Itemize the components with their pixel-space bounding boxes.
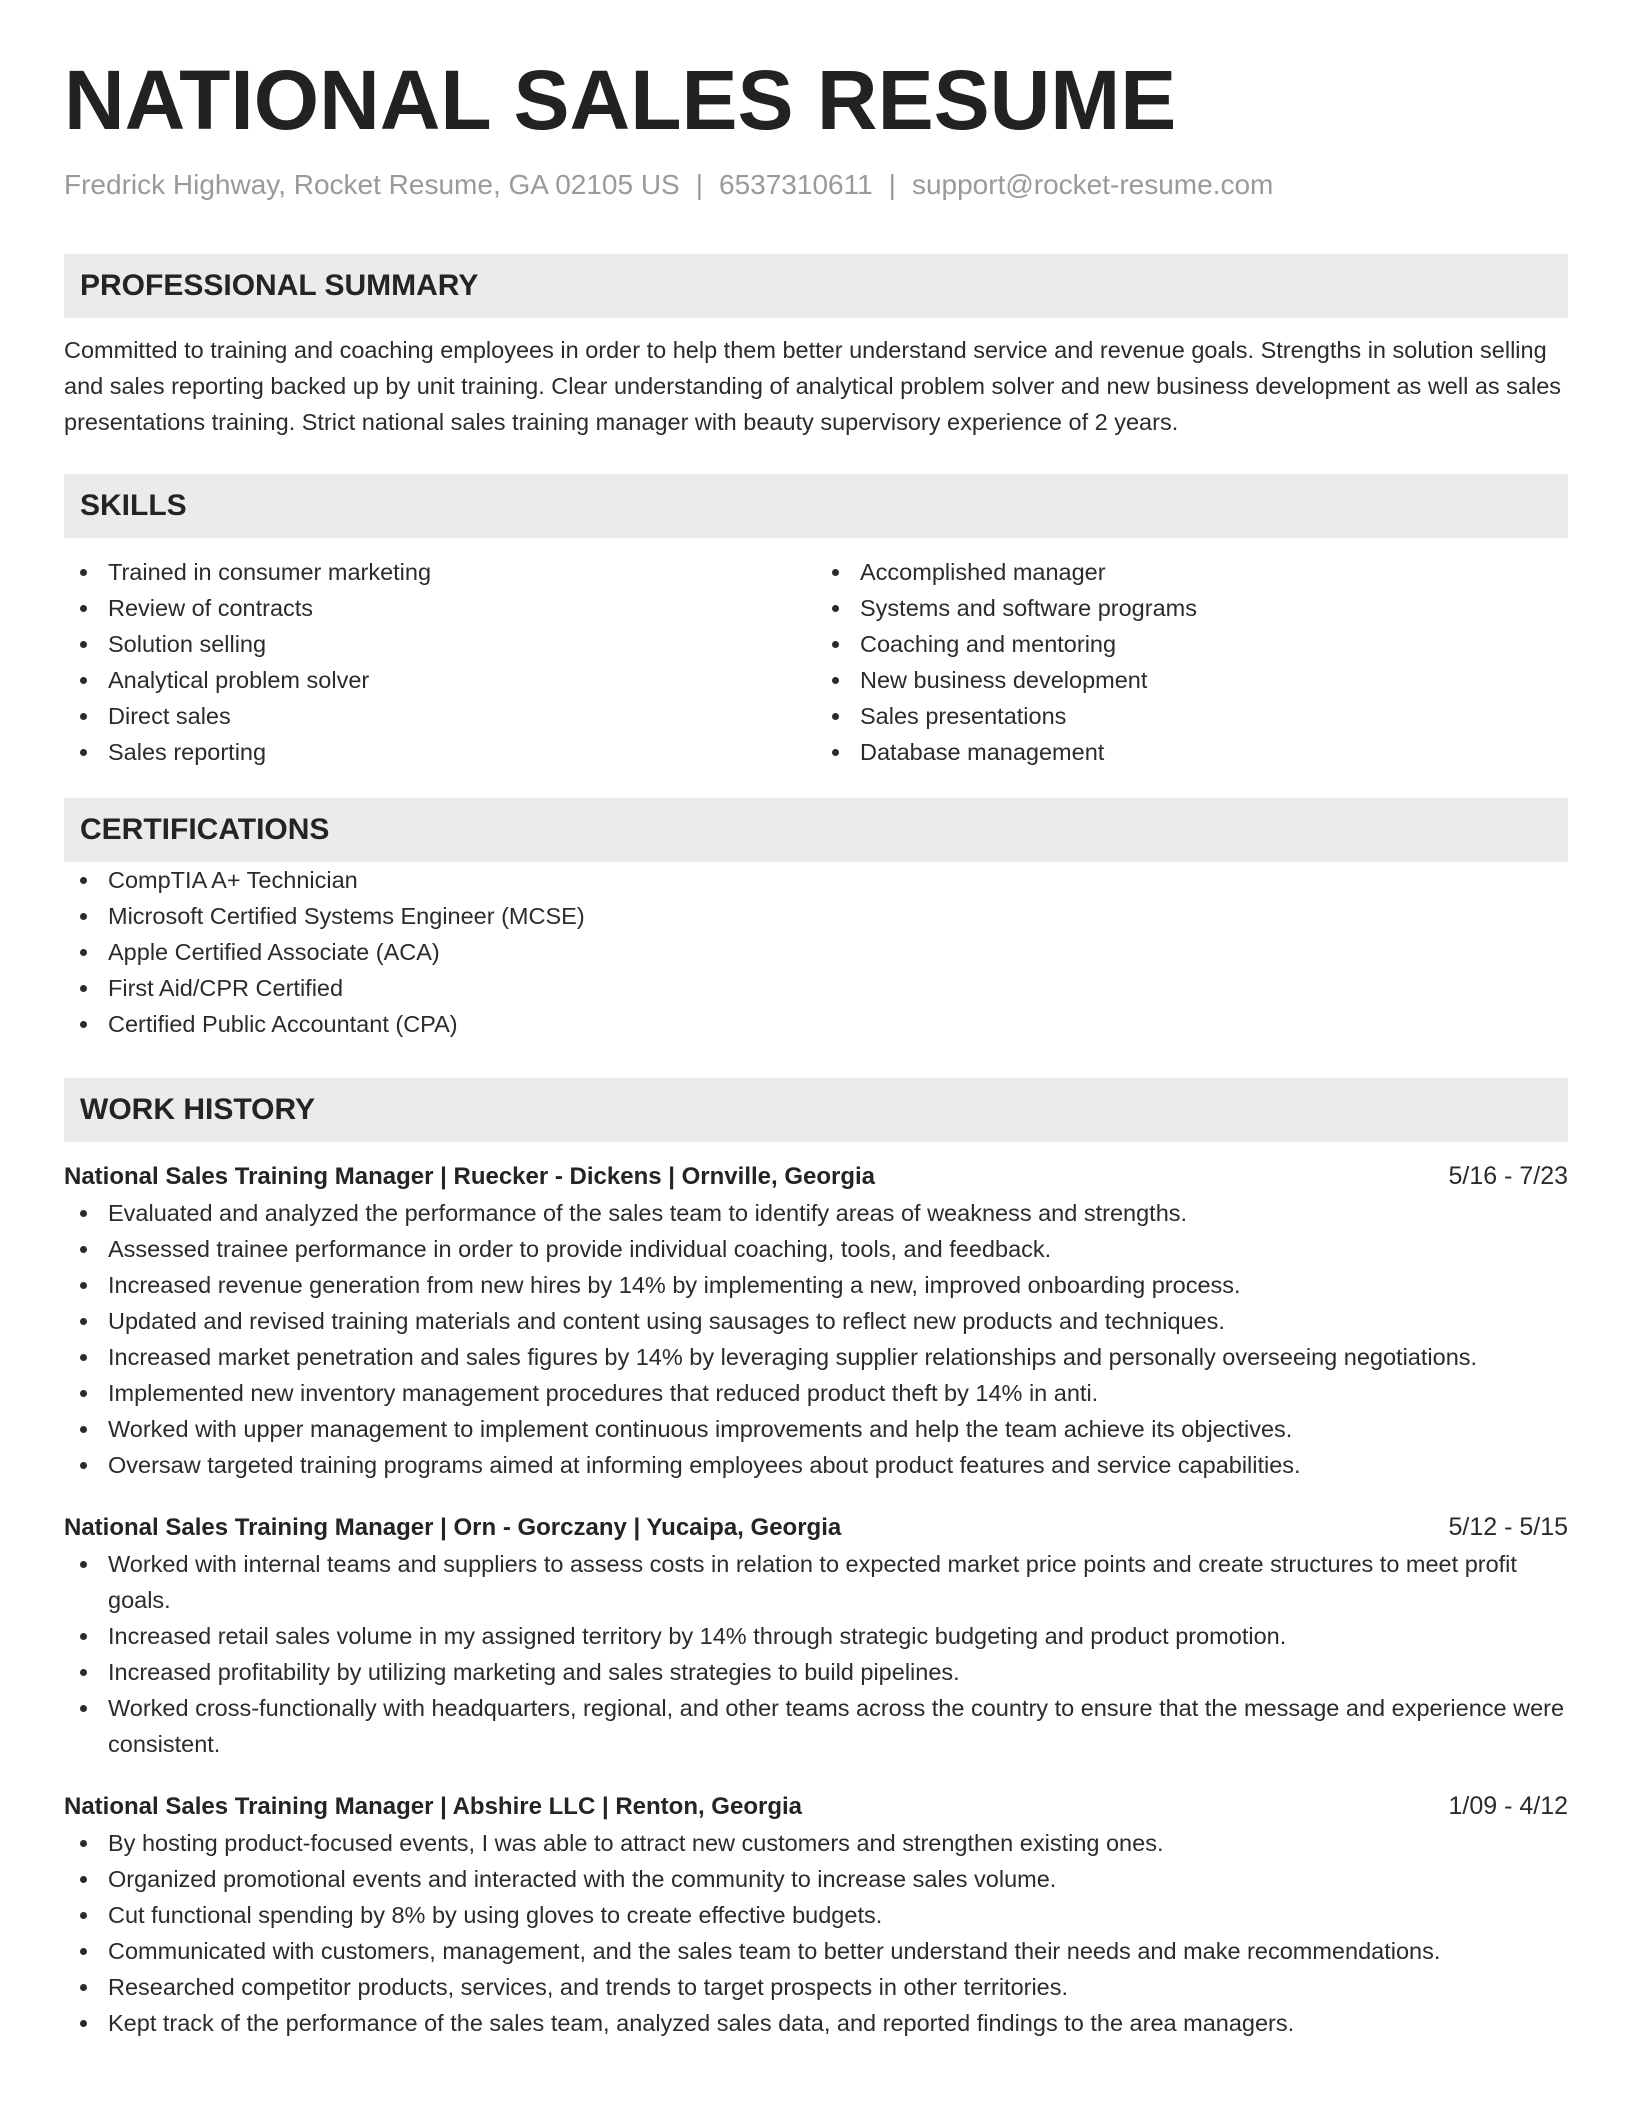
job-title: National Sales Training Manager | Ruecker - Dickens | Ornville, Georgia (64, 1162, 876, 1190)
skill-item: Systems and software programs (816, 590, 1568, 626)
section-header-certifications: CERTIFICATIONS (64, 798, 1568, 862)
certification-item: CompTIA A+ Technician (64, 862, 1568, 898)
skill-item: Analytical problem solver (64, 662, 816, 698)
certification-item: First Aid/CPR Certified (64, 970, 1568, 1006)
resume-title: NATIONAL SALES RESUME (64, 53, 1177, 147)
job-entry (64, 1788, 1568, 2041)
skills-column-left (64, 554, 816, 770)
skills-grid (64, 554, 1568, 770)
certification-item: Certified Public Accountant (CPA) (64, 1006, 1568, 1042)
section-header-work-history: WORK HISTORY (64, 1078, 1568, 1142)
job-entry (64, 1509, 1568, 1762)
job-bullet: Communicated with customers, management, and the sales team to better understand their needs and make recommendations. (64, 1933, 1568, 1969)
contact-address: Fredrick Highway, Rocket Resume, GA 02105 US (64, 169, 680, 200)
skill-item: Solution selling (64, 626, 816, 662)
job-entry (64, 1158, 1568, 1483)
job-dates: 5/12 - 5/15 (1448, 1512, 1568, 1541)
contact-separator: | (888, 169, 896, 200)
job-bullet: Increased market penetration and sales figures by 14% by leveraging supplier relationships and personally overseeing negotiations. (64, 1339, 1568, 1375)
job-bullets (64, 1825, 1568, 2041)
job-bullet: Increased profitability by utilizing marketing and sales strategies to build pipelines. (64, 1654, 1568, 1690)
certifications-list (64, 862, 1568, 1042)
contact-email: support@rocket-resume.com (911, 169, 1274, 200)
job-bullet: Assessed trainee performance in order to provide individual coaching, tools, and feedback. (64, 1231, 1568, 1267)
summary-text: Committed to training and coaching employees in order to help them better understand service and revenue goals. Strengths in solution selling and sales reporting backed up by unit training. Clear understanding of analytical problem solver and new business development as well as sales presentations training. Strict national sales training manager with beauty supervisory experience of 2 years. (64, 336, 1562, 435)
job-header (64, 1509, 1568, 1546)
job-header (64, 1788, 1568, 1825)
job-bullet: Cut functional spending by 8% by using gloves to create effective budgets. (64, 1897, 1568, 1933)
job-bullet: Implemented new inventory management procedures that reduced product theft by 14% in anti. (64, 1375, 1568, 1411)
job-bullet: Kept track of the performance of the sales team, analyzed sales data, and reported findings to the area managers. (64, 2005, 1568, 2041)
job-bullets (64, 1546, 1568, 1762)
job-bullet: Increased retail sales volume in my assigned territory by 14% through strategic budgeting and product promotion. (64, 1618, 1568, 1654)
job-bullet: Worked with upper management to implement continuous improvements and help the team achieve its objectives. (64, 1411, 1568, 1447)
job-title: National Sales Training Manager | Abshire LLC | Renton, Georgia (64, 1792, 802, 1820)
job-dates: 1/09 - 4/12 (1448, 1791, 1568, 1820)
section-header-skills: SKILLS (64, 474, 1568, 538)
job-bullet: Oversaw targeted training programs aimed at informing employees about product features and service capabilities. (64, 1447, 1568, 1483)
job-bullet: Organized promotional events and interacted with the community to increase sales volume. (64, 1861, 1568, 1897)
skill-item: New business development (816, 662, 1568, 698)
skill-item: Coaching and mentoring (816, 626, 1568, 662)
job-bullet: Evaluated and analyzed the performance of the sales team to identify areas of weakness and strengths. (64, 1195, 1568, 1231)
job-bullets (64, 1195, 1568, 1483)
job-header (64, 1158, 1568, 1195)
job-title: National Sales Training Manager | Orn - Gorczany | Yucaipa, Georgia (64, 1513, 842, 1541)
skill-item: Accomplished manager (816, 554, 1568, 590)
skill-item: Trained in consumer marketing (64, 554, 816, 590)
certification-item: Apple Certified Associate (ACA) (64, 934, 1568, 970)
contact-separator: | (695, 169, 704, 200)
skill-item: Database management (816, 734, 1568, 770)
skill-item: Sales presentations (816, 698, 1568, 734)
contact-phone: 6537310611 (719, 169, 873, 200)
skill-item: Sales reporting (64, 734, 816, 770)
job-bullet: Worked with internal teams and suppliers to assess costs in relation to expected market price points and create structures to meet profit goals. (64, 1546, 1568, 1618)
skills-list-left (64, 554, 816, 770)
skill-item: Direct sales (64, 698, 816, 734)
skills-column-right (816, 554, 1568, 770)
job-bullet: Updated and revised training materials and content using sausages to reflect new products and techniques. (64, 1303, 1568, 1339)
job-bullet: Increased revenue generation from new hires by 14% by implementing a new, improved onboarding process. (64, 1267, 1568, 1303)
job-bullet: By hosting product-focused events, I was able to attract new customers and strengthen existing ones. (64, 1825, 1568, 1861)
section-header-summary: PROFESSIONAL SUMMARY (64, 254, 1568, 318)
certification-item: Microsoft Certified Systems Engineer (MCSE) (64, 898, 1568, 934)
skill-item: Review of contracts (64, 590, 816, 626)
contact-line (64, 168, 1568, 202)
skills-list-right (816, 554, 1568, 770)
job-bullet: Worked cross-functionally with headquarters, regional, and other teams across the country to ensure that the message and experience were consistent. (64, 1690, 1568, 1762)
job-bullet: Researched competitor products, services, and trends to target prospects in other territories. (64, 1969, 1568, 2005)
job-dates: 5/16 - 7/23 (1448, 1161, 1568, 1190)
